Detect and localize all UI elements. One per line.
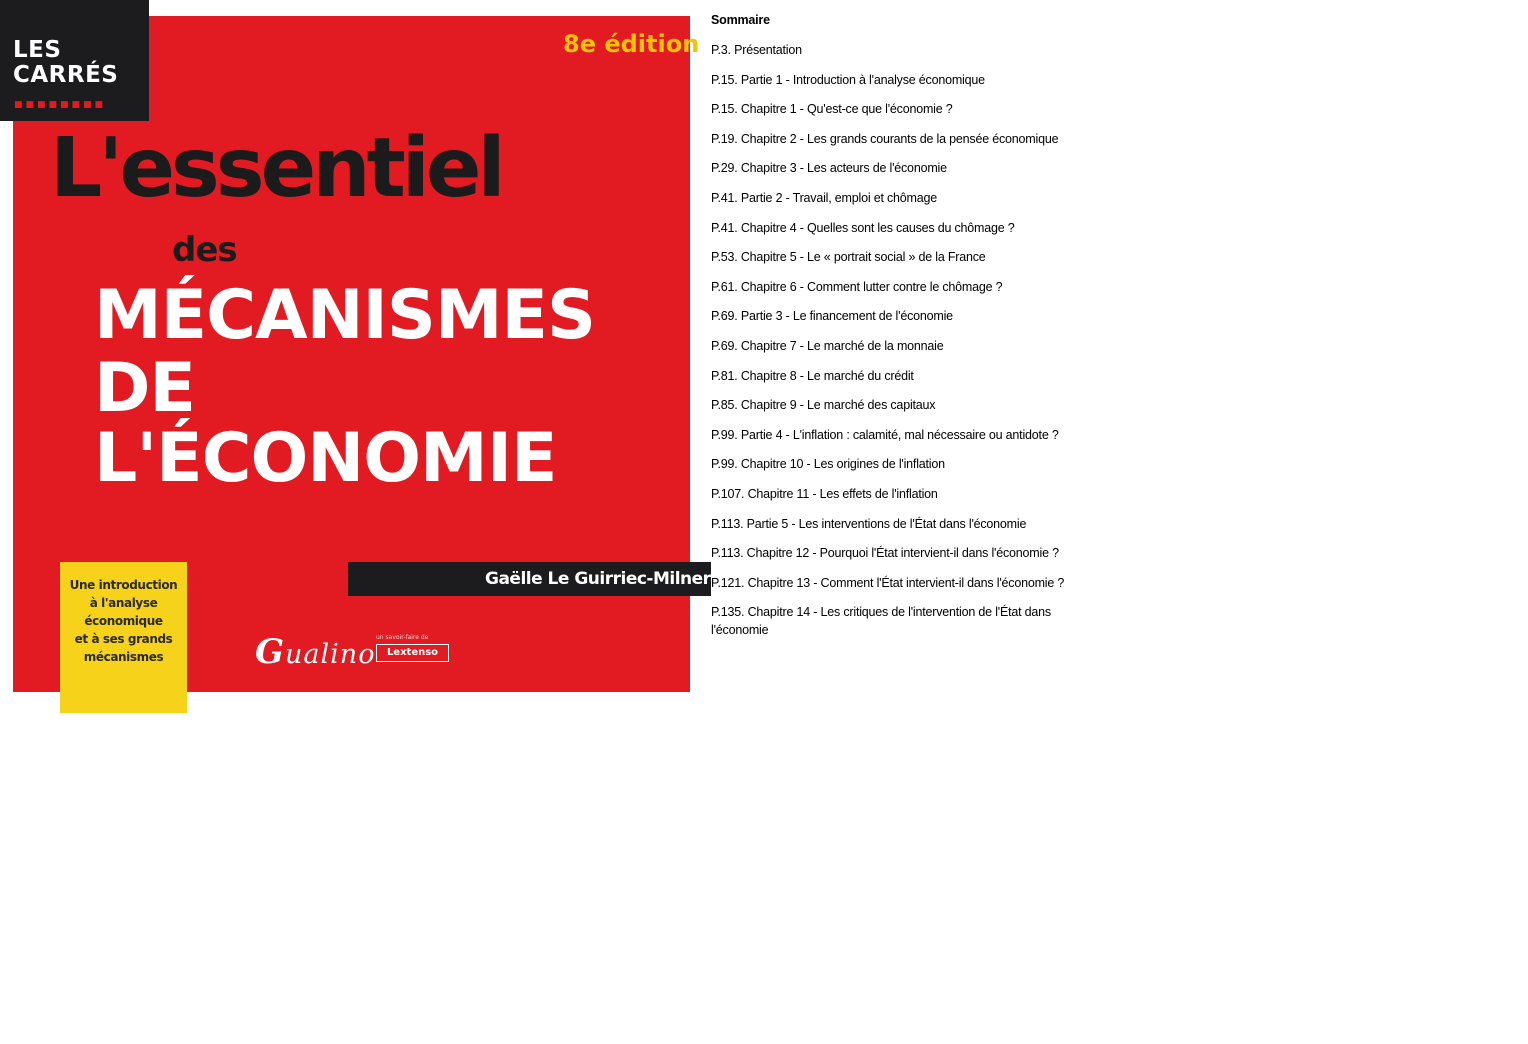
book-title-des: des xyxy=(172,230,237,270)
toc-item: P.19. Chapitre 2 - Les grands courants de la pensée économique xyxy=(711,131,1059,146)
author-name: Gaëlle Le Guirriec-Milner xyxy=(485,569,711,589)
book-title-essentiel: L'essentiel xyxy=(50,121,502,216)
publisher-logo-initial: G xyxy=(255,632,286,672)
tagline-line: et à ses grands xyxy=(74,632,173,646)
toc-item: P.85. Chapitre 9 - Le marché des capitaux xyxy=(711,398,936,413)
toc-item: P.113. Chapitre 12 - Pourquoi l'État intervient-il dans l'économie ? xyxy=(711,546,1059,561)
edition-label: 8e édition xyxy=(563,30,700,58)
publisher-group-logo xyxy=(376,634,449,662)
series-name-line-1: LES xyxy=(13,37,62,63)
publisher-group-tagline: un savoir-faire de xyxy=(376,634,429,641)
toc-item: P.69. Partie 3 - Le financement de l'économie xyxy=(711,309,953,324)
table-of-contents xyxy=(711,11,1106,639)
publisher-logo xyxy=(255,632,375,672)
book-title-line-2: DE xyxy=(94,349,195,428)
toc-item: P.99. Partie 4 - L'inflation : calamité, mal nécessaire ou antidote ? xyxy=(711,427,1059,442)
toc-item: P.61. Chapitre 6 - Comment lutter contre le chômage ? xyxy=(711,279,1003,294)
book-cover xyxy=(0,0,712,713)
toc-item: P.15. Chapitre 1 - Qu'est-ce que l'économie ? xyxy=(711,102,953,117)
toc-item: P.53. Chapitre 5 - Le « portrait social » de la France xyxy=(711,250,986,265)
toc-item: P.41. Partie 2 - Travail, emploi et chômage xyxy=(711,190,938,205)
toc-item: P.121. Chapitre 13 - Comment l'État intervient-il dans l'économie ? xyxy=(711,575,1065,590)
toc-item: P.69. Chapitre 7 - Le marché de la monnaie xyxy=(711,338,944,353)
toc-item: P.99. Chapitre 10 - Les origines de l'inflation xyxy=(711,457,945,472)
toc-item: P.81. Chapitre 8 - Le marché du crédit xyxy=(711,368,914,383)
tagline-box xyxy=(60,562,187,713)
tagline-line: mécanismes xyxy=(83,650,164,664)
toc-item: P.15. Partie 1 - Introduction à l'analyse économique xyxy=(711,72,985,87)
toc-item: P.135. Chapitre 14 - Les critiques de l'intervention de l'État dans l'économie xyxy=(711,605,1051,638)
publisher-logo-rest: ualino xyxy=(285,639,376,670)
tagline-line: Une introduction xyxy=(69,578,178,592)
book-title-line-1: MÉCANISMES xyxy=(94,276,595,355)
toc-item: P.29. Chapitre 3 - Les acteurs de l'économie xyxy=(711,161,947,176)
toc-item: P.41. Chapitre 4 - Quelles sont les causes du chômage ? xyxy=(711,220,1015,235)
tagline-text xyxy=(60,576,187,666)
series-logo xyxy=(0,0,149,121)
series-dots-decoration: ■■■■■■■■ xyxy=(14,100,107,110)
toc-item: P.107. Chapitre 11 - Les effets de l'inflation xyxy=(711,486,938,501)
toc-item: P.3. Présentation xyxy=(711,43,802,57)
series-name-line-2: CARRÉS xyxy=(13,62,119,88)
tagline-line: à l'analyse xyxy=(89,596,158,610)
toc-heading: Sommaire xyxy=(711,13,770,27)
book-title-line-3: L'ÉCONOMIE xyxy=(94,419,557,498)
publisher-group-name: Lextenso xyxy=(376,644,449,662)
toc-item: P.113. Partie 5 - Les interventions de l'État dans l'économie xyxy=(711,516,1027,531)
author-band xyxy=(348,562,711,596)
tagline-line: économique xyxy=(84,614,163,628)
